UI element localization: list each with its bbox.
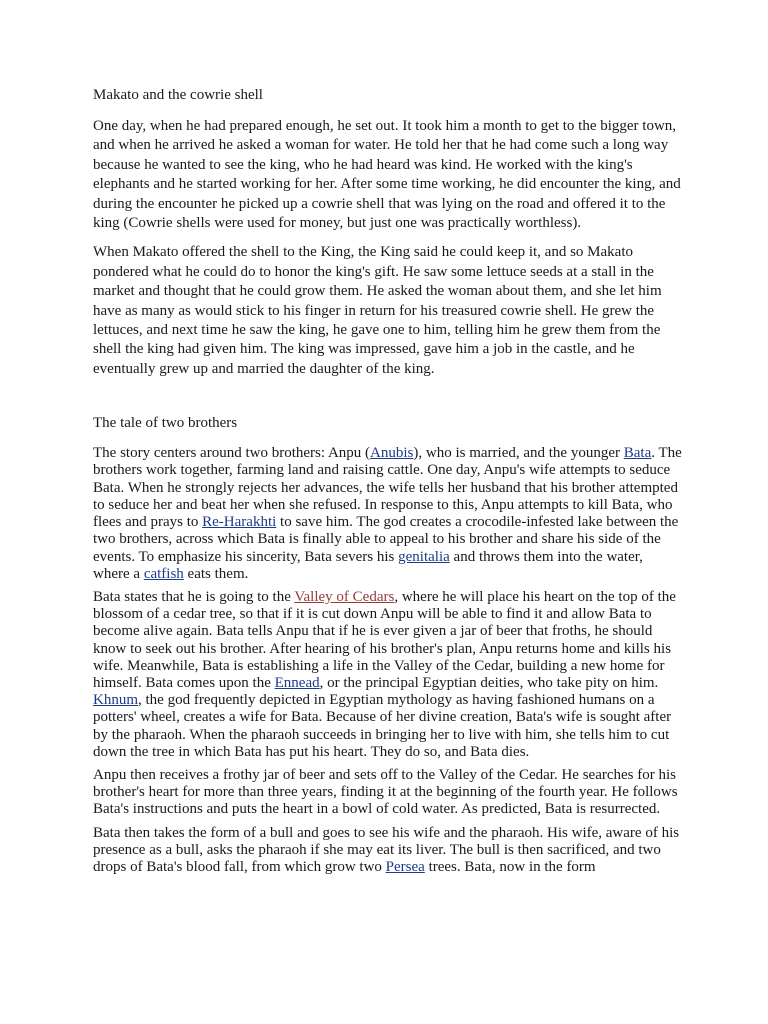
link-persea[interactable]: Persea: [385, 858, 425, 875]
text-run: . The brothers work together, farming land and raising cattle. One day, Anpu's wife attempts to seduce Bata. When he strongly rejects her advances, the wife tells her husband that his brother attempted to seduce her and beat her when she refused. In response to this, Anpu attempts to kill Bata, who flees and prays to: [93, 445, 682, 531]
section-heading-two-brothers: The tale of two brothers: [93, 415, 238, 432]
text-run: to save him. The god creates a crocodile-infested lake between the two brothers, across which Bata is finally able to appeal to his brother and share his side of the events. To emphasize his sincerity, Bata severs his: [93, 514, 679, 565]
paragraph: One day, when he had prepared enough, he set out. It took him a month to get to the bigger town, and when he arrived he asked a woman for water. He told her that he had come such a long way because he wanted to see the king, who he had heard was kind. He worked with the king's elephants and he started working for her. After some time working, he did encounter the king, and during the encounter he picked up a cowrie shell that was lying on the road and offered it to the king (Cowrie shells were used for money, but just one was practically worthless).: [93, 118, 681, 232]
link-khnum[interactable]: Khnum: [93, 692, 138, 709]
link-valley-of-cedars[interactable]: Valley of Cedars: [294, 588, 395, 605]
section-heading-makato: Makato and the cowrie shell: [93, 87, 263, 103]
paragraph: When Makato offered the shell to the King, the King said he could keep it, and so Makato pondered what he could do to honor the king's gift. He saw some lettuce seeds at a stall in the market and thought that he could grow them. He asked the woman about them, and she let him have as many as would stick to his finger in return for his treasured cowrie shell. He grew the lettuces, and next time he saw the king, he gave one to him, telling him he grew them from the shell the king had given him. The king was impressed, gave him a job in the castle, and he eventually grew up and married the daughter of the king.: [93, 244, 662, 377]
paragraph: [93, 445, 683, 583]
text-run: eats them.: [183, 565, 249, 582]
link-ennead[interactable]: Ennead: [274, 674, 320, 691]
link-genitalia[interactable]: genitalia: [398, 548, 450, 565]
text-run: trees. Bata, now in the form: [424, 858, 596, 875]
text-run: Bata states that he is going to the: [93, 588, 295, 605]
text-run: , the god frequently depicted in Egyptian mythology as having fashioned humans on a potters' wheel, creates a wife for Bata. Because of her divine creation, Bata's wife is sought after by the pharaoh. When the pharaoh succeeds in bringing her to live with him, she tells him to cut down the tree in which Bata has put his heart. They do so, and Bata dies.: [93, 692, 672, 760]
paragraph: [93, 589, 683, 761]
text-run: The story centers around two brothers: Anpu (: [93, 445, 371, 462]
text-run: , or the principal Egyptian deities, who take pity on him.: [319, 674, 659, 691]
document-page: [93, 86, 683, 882]
text-run: ), who is married, and the younger: [413, 445, 624, 462]
text-run: , where he will place his heart on the top of the blossom of a cedar tree, so that if it is cut down Anpu will be able to find it and allow Bata to become alive again. Bata tells Anpu that if he is ever given a jar of beer that froths, he should know to seek out his brother. After hearing of his brother's plan, Anpu returns home and kills his wife. Meanwhile, Bata is establishing a life in the Valley of the Cedar, building a new home for himself. Bata comes upon the: [93, 588, 676, 691]
text-run: Bata then takes the form of a bull and goes to see his wife and the pharaoh. His wife, aware of his presence as a bull, asks the pharaoh if she may eat its liver. The bull is then sacrificed, and two drops of Bata's blood fall, from which grow two: [93, 824, 680, 875]
link-bata[interactable]: Bata: [623, 445, 652, 462]
text-run: and throws them into the water, where a: [93, 548, 643, 582]
link-anubis[interactable]: Anubis: [370, 445, 414, 462]
paragraph: [93, 825, 683, 877]
link-catfish[interactable]: catfish: [143, 565, 184, 582]
link-re-harakhti[interactable]: Re-Harakhti: [202, 514, 277, 531]
section-spacer: [93, 389, 683, 414]
paragraph: Anpu then receives a frothy jar of beer and sets off to the Valley of the Cedar. He searches for his brother's heart for more than three years, finding it at the beginning of the fourth year. He follows Bata's instructions and puts the heart in a bowl of cold water. As predicted, Bata is resurrected.: [93, 766, 678, 818]
